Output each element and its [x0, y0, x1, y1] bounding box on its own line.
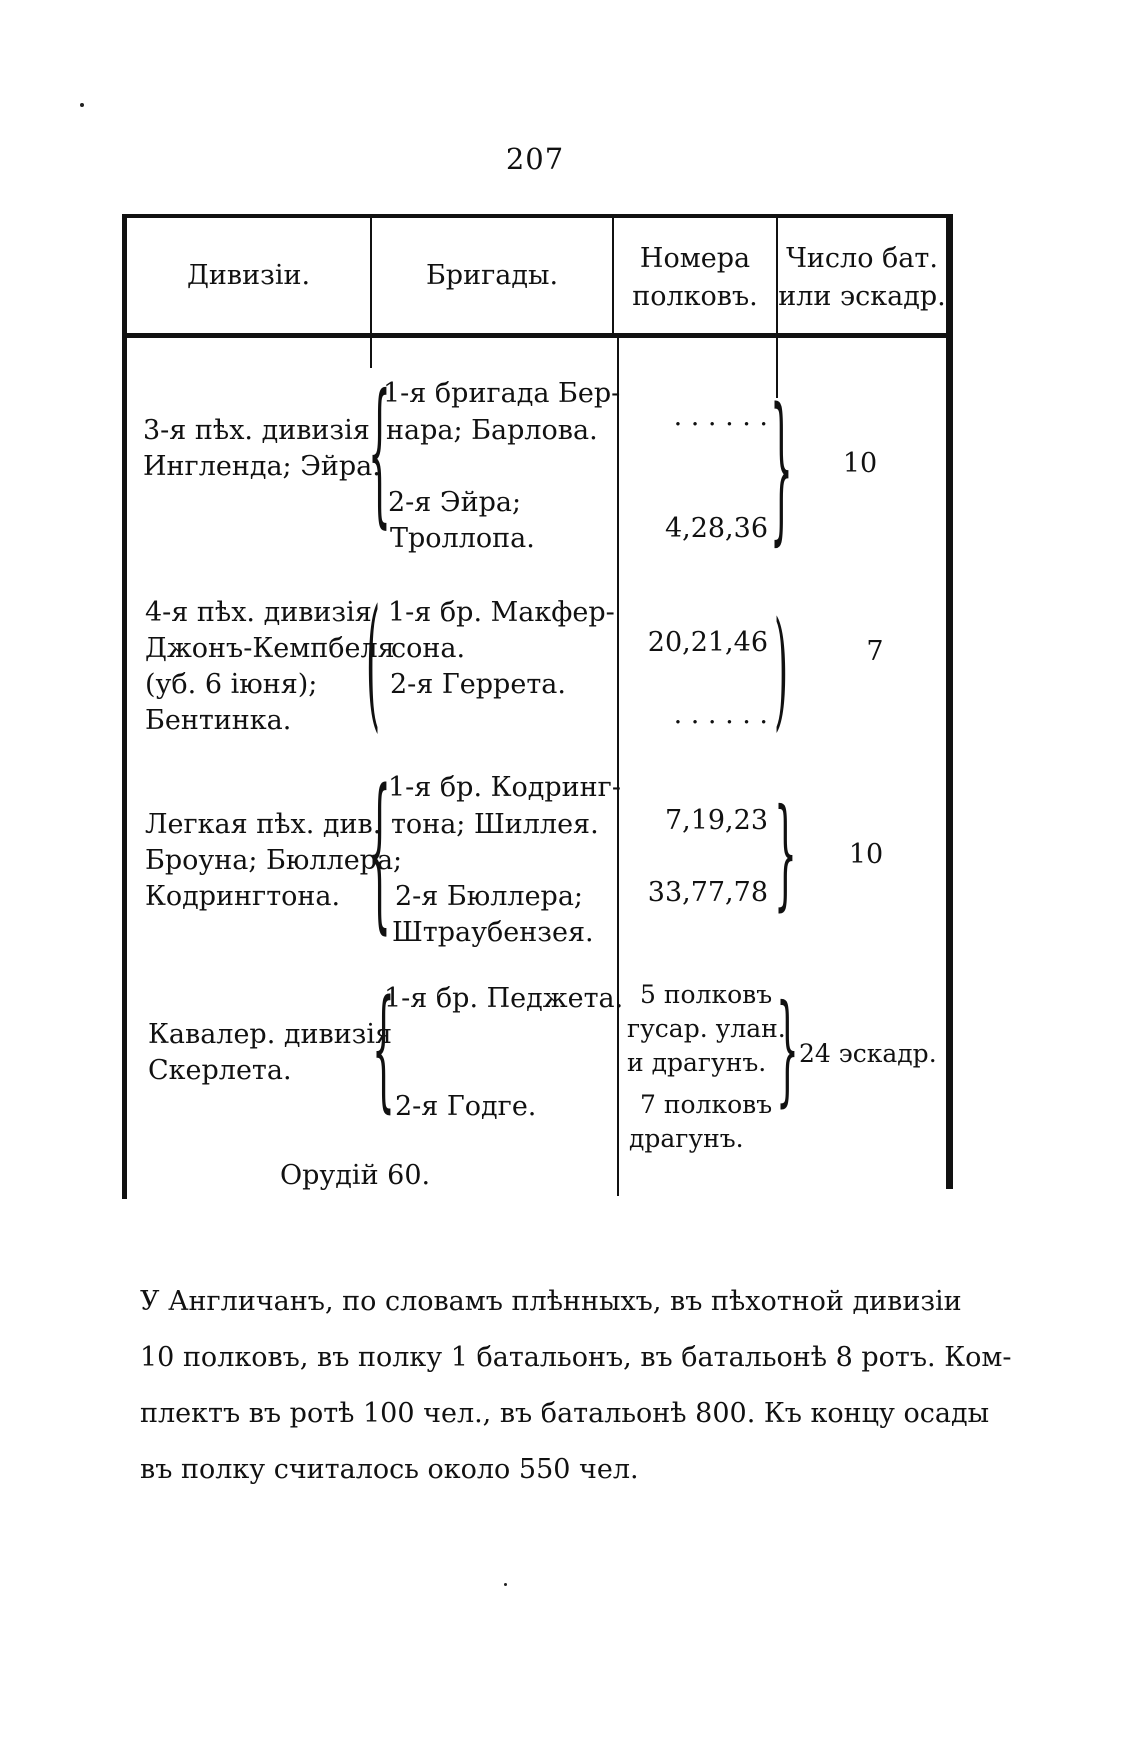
brigade-line: Троллопа. [390, 523, 535, 554]
brace-right: } [770, 378, 793, 562]
header-brigades: Бригады. [425, 260, 559, 291]
division-line: Кодрингтона. [145, 881, 341, 912]
brigade-line: тона; Шиллея. [391, 809, 599, 840]
division-line: Скерлета. [148, 1055, 292, 1086]
battalion-count: 24 эскадр. [799, 1039, 937, 1068]
division-line: Джонъ-Кемпбеля [145, 633, 395, 664]
ink-speck [504, 1583, 507, 1586]
regiment-line: 20,21,46 [647, 627, 768, 658]
regiment-line: 4,28,36 [664, 513, 768, 544]
division-line: Бентинка. [145, 705, 292, 736]
brigade-line: Штраубензея. [392, 917, 594, 948]
brace-left: { [372, 975, 395, 1127]
brace-right: } [776, 982, 799, 1120]
regiment-line: 7 полковъ [640, 1090, 773, 1119]
brigade-line: 1-я бр. Кодринг- [388, 772, 621, 803]
ink-speck [80, 103, 84, 107]
regiment-line: . . . . . . [673, 401, 768, 432]
battalion-count: 7 [866, 636, 884, 667]
header-bottom-rule [122, 333, 950, 338]
division-line: 3-я пѣх. дивизія [143, 415, 370, 446]
battalion-count: 10 [848, 839, 884, 870]
table-top-rule [122, 214, 950, 218]
body-divider-2 [617, 338, 619, 1196]
brigade-line: 1-я бригада Бер- [383, 378, 621, 409]
paragraph-line: У Англичанъ, по словамъ плѣнныхъ, въ пѣхотной дивизіи [140, 1286, 962, 1317]
brace-left: { [368, 758, 391, 952]
brace-right: ) [774, 598, 789, 746]
brace-left: ( [366, 582, 381, 748]
guns-total: Орудій 60. [280, 1160, 431, 1191]
brigade-line: нара; Барлова. [386, 415, 598, 446]
brigade-line: сона. [391, 633, 466, 664]
regiment-line: 33,77,78 [647, 877, 768, 908]
division-line: Броуна; Бюллера; [145, 845, 403, 876]
brace-right: } [774, 786, 797, 924]
brigade-line: 2-я Бюллера; [395, 881, 584, 912]
regiment-line: . . . . . . [673, 699, 768, 730]
paragraph-line: плектъ въ ротѣ 100 чел., въ батальонѣ 800. Къ концу осады [140, 1398, 990, 1429]
body-divider-1 [370, 338, 372, 368]
regiment-line: 7,19,23 [664, 805, 768, 836]
regiment-line: драгунъ. [629, 1124, 744, 1153]
table-right-rule [946, 214, 953, 1189]
header-battalions: Число бат. или эскадр. [778, 243, 946, 312]
regiment-line: гусар. улан. [627, 1014, 786, 1043]
battalion-count: 10 [842, 448, 878, 479]
brigade-line: 2-я Геррета. [390, 669, 566, 700]
division-line: (уб. 6 іюня); [145, 669, 318, 700]
paragraph-line: въ полку считалось около 550 чел. [140, 1454, 639, 1485]
regiment-line: 5 полковъ [640, 980, 773, 1009]
header-regiments: Номера полковъ. [632, 243, 758, 312]
brigade-line: 1-я бр. Педжета. [384, 983, 624, 1014]
division-line: Легкая пѣх. див. [145, 809, 382, 840]
header-divisions: Дивизіи. [186, 260, 311, 291]
regiment-line: и драгунъ. [627, 1048, 767, 1077]
brigade-line: 2-я Годге. [395, 1091, 537, 1122]
brigade-line: 2-я Эйра; [388, 487, 522, 518]
page-number: 207 [505, 142, 565, 176]
division-line: 4-я пѣх. дивизія [145, 597, 372, 628]
brace-left: { [368, 365, 391, 545]
paragraph-line: 10 полковъ, въ полку 1 батальонъ, въ батальонѣ 8 ротъ. Ком- [140, 1342, 1012, 1373]
division-line: Кавалер. дивизія [148, 1019, 393, 1050]
division-line: Ингленда; Эйра. [143, 451, 381, 482]
body-paragraph [140, 1274, 1012, 1498]
brigade-line: 1-я бр. Макфер- [388, 597, 615, 628]
table-left-rule [122, 214, 127, 1199]
